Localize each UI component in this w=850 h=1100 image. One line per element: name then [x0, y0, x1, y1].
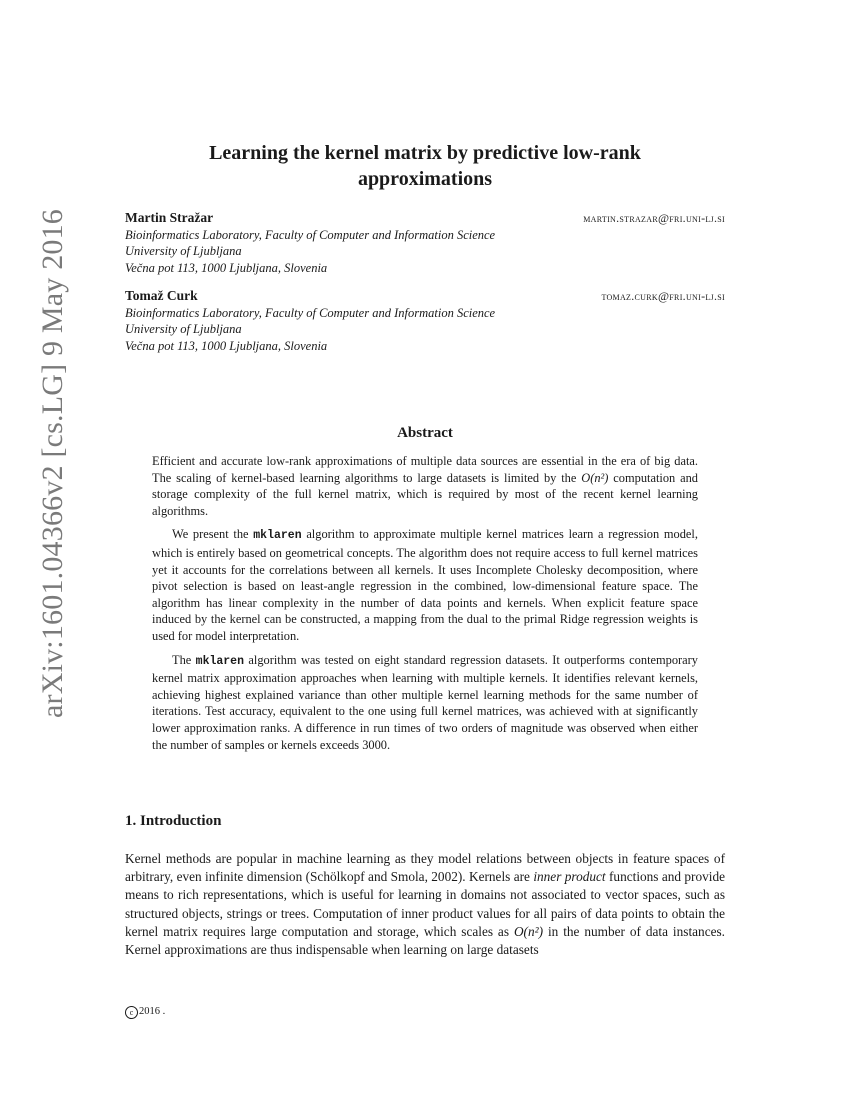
paper-title	[125, 140, 725, 192]
complexity-math: O(n²)	[513, 923, 544, 939]
author-email-link[interactable]: tomaz.curk@fri.uni-lj.si	[601, 289, 725, 303]
author-block-1	[125, 210, 725, 276]
author-affiliation: Bioinformatics Laboratory, Faculty of Computer and Information Science	[125, 227, 496, 242]
complexity-math: O(n²)	[581, 470, 609, 485]
introduction-body	[125, 850, 725, 959]
intro-paragraph: Kernel methods are popular in machine learning as they model relations between objects in feature spaces of arbitrary, even infinite dimension (Schölkopf and Smola, 2002). Kernels are inner product functions and provide means to rich representations, which is useful for learning in domains not associated to vector spaces, such as structured objects, strings or trees. Computation of inner product values for all pairs of data points to obtain the kernel matrix requires large computation and storage, which scales as O(n²) in the number of data instances. Kernel approximations are thus indispensable when learning on large datasets	[125, 851, 726, 958]
abstract-paragraph-1: Efficient and accurate low-rank approximations of multiple data sources are essential in the era of big data. The scaling of kernel-based learning algorithms to large datasets is limited by the O(n²) computation and storage complexity of the full kernel matrix, which is required by most of the recent kernel learning algorithms.	[152, 454, 699, 518]
author-university: University of Ljubljana	[125, 244, 242, 258]
copyright-icon: c	[125, 1006, 138, 1019]
section-heading-introduction: 1. Introduction	[125, 813, 222, 829]
copyright-year: 2016 .	[139, 1006, 166, 1017]
author-affiliation: Bioinformatics Laboratory, Faculty of Computer and Information Science	[125, 305, 496, 320]
abstract-paragraph-2: We present the mklaren algorithm to approximate multiple kernel matrices learn a regression model, which is entirely based on geometrical concepts. The algorithm does not require access to full kernel matrices yet it accounts for the correlations between all kernels. It uses Incomplete Cholesky decomposition, where pivot selection is based on least-angle regression in the combined, low-dimensional feature space. The algorithm has linear complexity in the number of data points and kernels. When explicit feature space induced by the kernel can be constructed, a mapping from the dual to the primal Ridge regression weights is used for model interpretation.	[152, 527, 698, 643]
author-email-link[interactable]: martin.strazar@fri.uni-lj.si	[583, 211, 725, 225]
author-name: Martin Stražar	[125, 210, 214, 225]
title-line-2: approximations	[357, 168, 493, 190]
author-university: University of Ljubljana	[125, 322, 242, 336]
author-block-2	[125, 288, 725, 354]
algorithm-name: mklaren	[195, 654, 244, 668]
author-name: Tomaž Curk	[125, 288, 198, 303]
arxiv-identifier-stamp[interactable]: arXiv:1601.04366v2 [cs.LG] 9 May 2016	[36, 209, 69, 718]
abstract-heading: Abstract	[397, 425, 453, 441]
author-address: Večna pot 113, 1000 Ljubljana, Slovenia	[125, 338, 328, 353]
emphasis-term: inner product	[533, 869, 606, 885]
abstract-paragraph-3: The mklaren algorithm was tested on eight standard regression datasets. It outperforms contemporary kernel matrix approximation approaches when learning with multiple kernels. It identifies relevant kernels, achieving highest explained variance than other multiple kernel learning methods for the same number of iterations. Test accuracy, equivalent to the one using full kernel matrices, was achieved with at significantly lower approximation ranks. A difference in run times of two orders of magnitude was observed when either the number of samples or kernels exceeds 3000.	[152, 652, 698, 752]
abstract-body	[152, 453, 698, 760]
algorithm-name: mklaren	[253, 529, 302, 543]
copyright-notice	[125, 1006, 165, 1019]
author-address: Večna pot 113, 1000 Ljubljana, Slovenia	[125, 260, 328, 275]
title-line-1: Learning the kernel matrix by predictive low-rank	[209, 142, 641, 164]
